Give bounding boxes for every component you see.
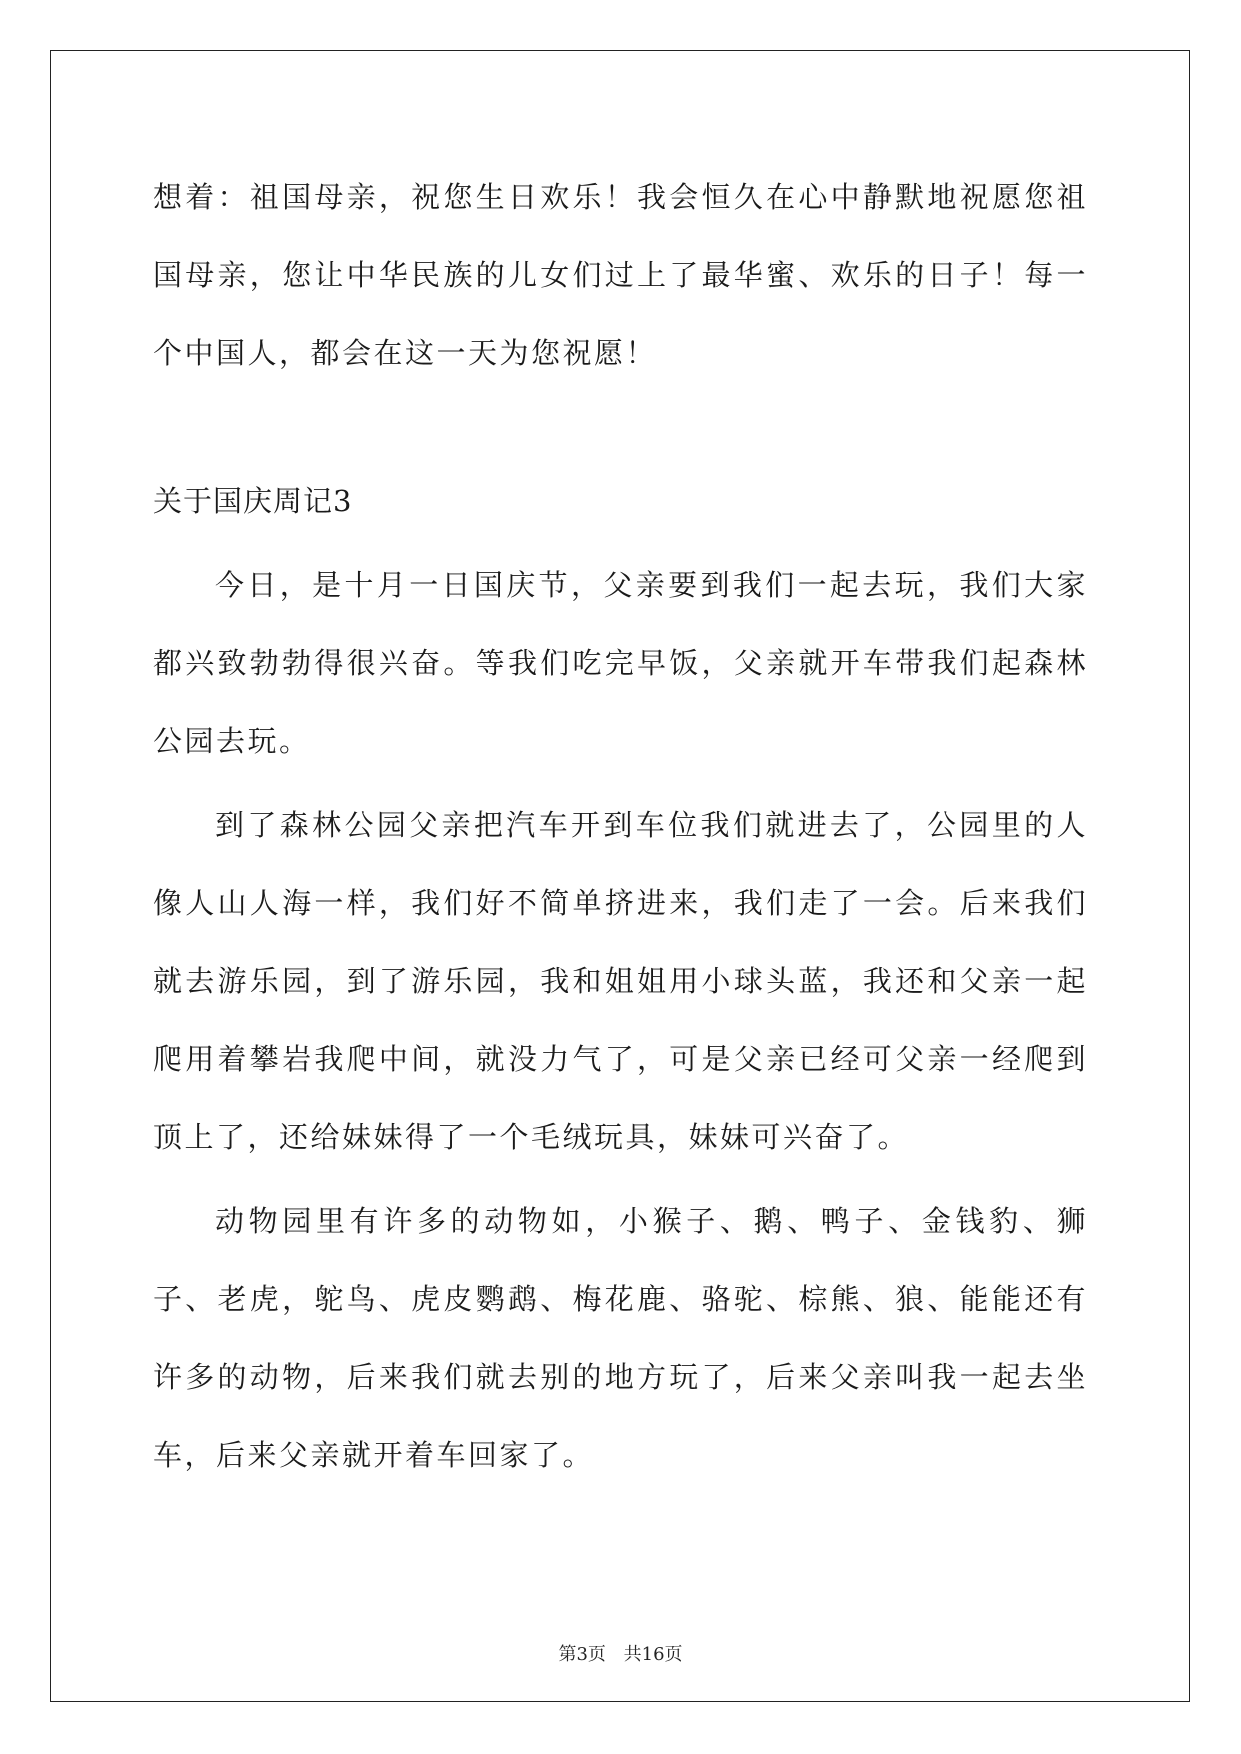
paragraph-3: 动物园里有许多的动物如，小猴子、鹅、鸭子、金钱豹、狮子、老虎，鸵鸟、虎皮鹦鹉、梅花鹿、骆驼、棕熊、狼、能能还有许多的动物，后来我们就去别的地方玩了，后来父亲叫我一起去坐车，后来父亲就开着车回家了。 bbox=[153, 1204, 1088, 1472]
section-title: 关于国庆周记3 bbox=[153, 484, 353, 518]
paragraph-2: 到了森林公园父亲把汽车开到车位我们就进去了，公园里的人像人山人海一样，我们好不简单挤进来，我们走了一会。后来我们就去游乐园，到了游乐园，我和姐姐用小球头蓝，我还和父亲一起爬用着攀岩我爬中间，就没力气了，可是父亲已经可父亲一经爬到顶上了，还给妹妹得了一个毛绒玩具，妹妹可兴奋了。 bbox=[153, 808, 1088, 1154]
continuation-paragraph: 想着：祖国母亲，祝您生日欢乐！我会恒久在心中静默地祝愿您祖国母亲，您让中华民族的儿女们过上了最华蜜、欢乐的日子！每一个中国人，都会在这一天为您祝愿！ bbox=[153, 180, 1088, 370]
paragraph-1: 今日，是十月一日国庆节，父亲要到我们一起去玩，我们大家都兴致勃勃得很兴奋。等我们吃完早饭，父亲就开车带我们起森林公园去玩。 bbox=[153, 568, 1088, 758]
page-number-current: 第3页 bbox=[558, 1644, 606, 1665]
document-body bbox=[153, 158, 1088, 1494]
page-footer bbox=[0, 1640, 1241, 1666]
page-number-total: 共16页 bbox=[623, 1644, 683, 1665]
